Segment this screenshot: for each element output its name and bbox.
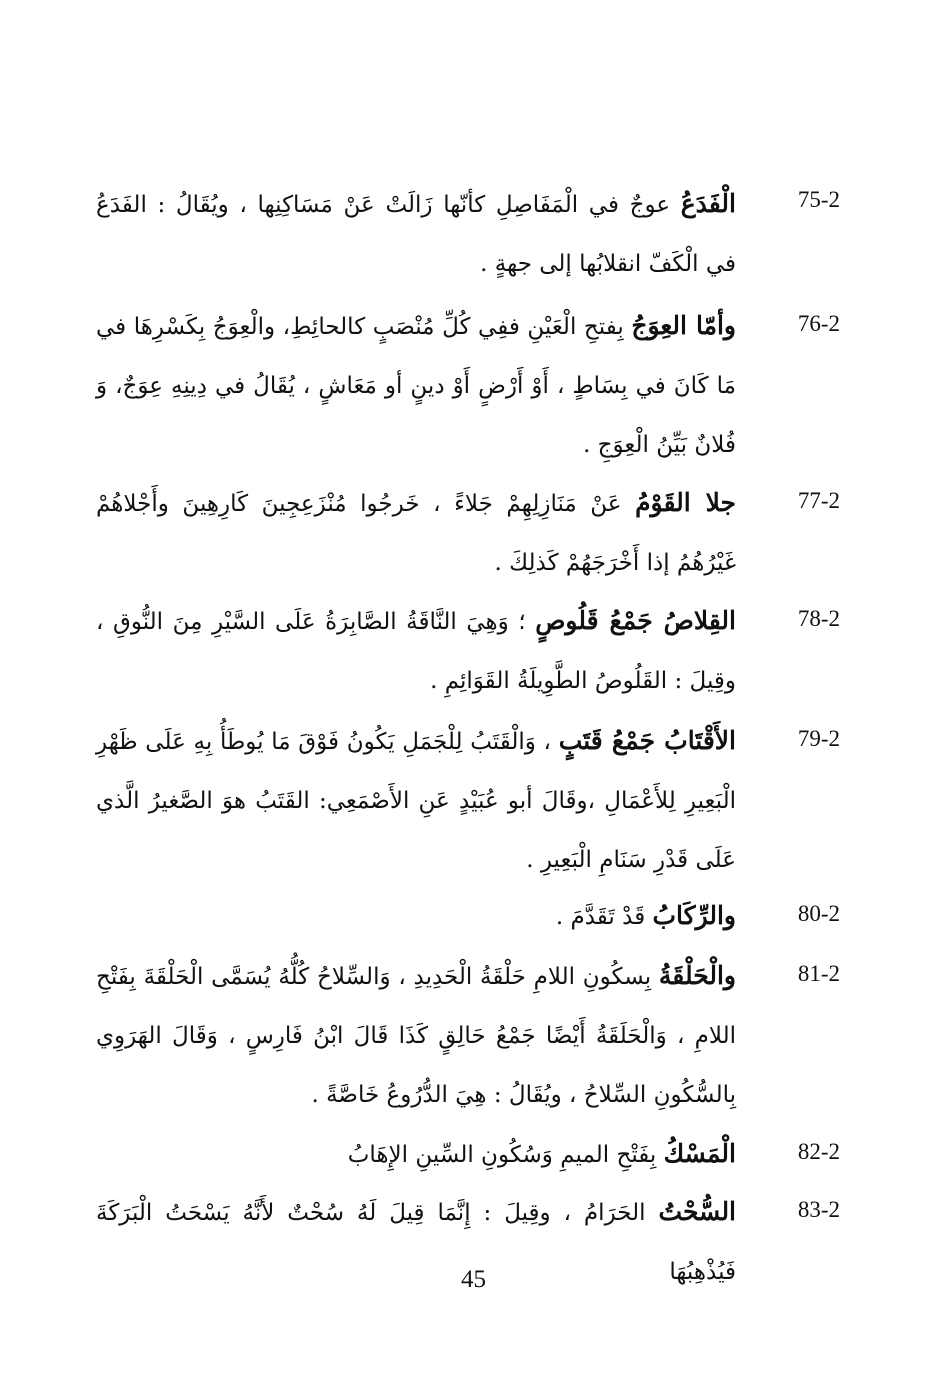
entry-body: الحَرَامُ ، وقِيلَ : إِنَّمَا قِيلَ لَهُ سُحْتٌ لأَنَّهُ يَسْحَتُ الْبَرَكَةَ فَيُذْهِبُهَا	[96, 1200, 736, 1285]
entry-text	[96, 296, 736, 475]
entry-number: 81-2	[797, 961, 840, 986]
entry-number: 80-2	[797, 901, 840, 926]
entry-headword: وأمّا العِوَجُ	[631, 311, 736, 340]
entry-headword: السُّحْتُ	[658, 1197, 737, 1226]
entry-text	[96, 711, 736, 890]
entry-body: عَنْ مَنَازِلِهِمْ جَلاءً ، خَرجُوا مُنْزَعِجِينَ كَارِهِينَ وأَجْلاهُمْ غَيْرُهُمُ إذا أَخْرَجَهُمْ كَذلِكَ .	[96, 491, 736, 576]
entry-number: 83-2	[797, 1197, 840, 1222]
entry-body: بِفَتْحِ الميمِ وَسُكُونِ السِّينِ الإِهَابُ	[347, 1142, 657, 1168]
entry-headword: الأَقْتَابُ جَمْعُ قَتَبٍ	[558, 726, 737, 755]
entry-headword: والْحَلْقَةُ	[658, 961, 737, 990]
entry-body: قَدْ تَقَدَّمَ .	[555, 904, 646, 930]
entry-text	[96, 1124, 736, 1185]
entry-text	[96, 473, 736, 593]
entry-number: 82-2	[797, 1139, 840, 1164]
entry-body: عوجٌ في الْمَفَاصِلِ كأنّها زَالَتْ عَنْ مَسَاكِنِها ، ويُقَالُ : الفَدَعُ في الْكَفّ انقلابُها إلى جهةٍ .	[96, 192, 736, 277]
entry-body: ؛ وَهِيَ النَّاقَةُ الصَّابِرَةُ عَلَى السَّيْرِ مِنَ النُّوقِ ، وقِيلَ : القَلُوصُ الطَّوِيلَةُ القَوَائِمِ .	[96, 609, 736, 694]
entry-text	[96, 591, 736, 711]
entry-headword: القِلاصُ جَمْعُ قَلُوصٍ	[535, 606, 736, 635]
entry-headword: والرِّكَابُ	[652, 901, 736, 930]
entry-number: 77-2	[797, 488, 840, 513]
page-number: 45	[461, 1266, 486, 1293]
entry-headword: الْفَدَعُ	[680, 189, 736, 218]
entry-text	[96, 946, 736, 1125]
entry-text	[96, 886, 736, 947]
entry-headword: جلا القَوْمُ	[635, 488, 737, 517]
entry-headword: الْمَسْكُ	[663, 1139, 736, 1168]
entry-body: بِفتحِ الْعَيْنِ ففِي كُلِّ مُنْصَبٍ كالحائِطِ، والْعِوَجُ بِكَسْرِهَا في مَا كَانَ في بِسَاطٍ ، أَوْ أَرْضٍ أَوْ دينٍ أو مَعَاشٍ ، يُقَالُ في دِينِهِ عِوَجٌ، وَ فُلانٌ بَيِّنُ الْعِوَجِ .	[96, 314, 736, 458]
entry-number: 78-2	[797, 606, 840, 631]
entry-body: بِسكُونِ اللامِ حَلْقَةُ الْحَدِيدِ ، وَالسِّلاحُ كُلُّهُ يُسَمَّى الْحَلْقَةَ بِفَتْحِ اللامِ ، وَالْحَلَقَةُ أَيْضًا جَمْعُ حَالِقٍ كَذَا قَالَ ابْنُ فَارِسٍ ، وَقَالَ الهَرَوِي بِالسُّكُونِ السِّلاحُ ، ويُقَالُ : هِيَ الدُّرُوعُ خَاصَّةً .	[96, 964, 736, 1108]
entry-text	[96, 174, 736, 294]
entry-number: 79-2	[797, 726, 840, 751]
entry-number: 76-2	[797, 311, 840, 336]
entry-number: 75-2	[797, 187, 840, 212]
entry-body: ، وَالْقَتَبُ لِلْجَمَلِ يَكُونُ فَوْقَ مَا يُوطَأُ بِهِ عَلَى ظَهْرِ الْبَعِيرِ لِلأَعْمَالِ ،وقَالَ أبو عُبَيْدٍ عَنِ الأَصْمَعِي: القَتَبُ هوَ الصَّغيرُ الَّذي عَلَى قَدْرِ سَنَامِ الْبَعِيرِ .	[96, 729, 736, 873]
